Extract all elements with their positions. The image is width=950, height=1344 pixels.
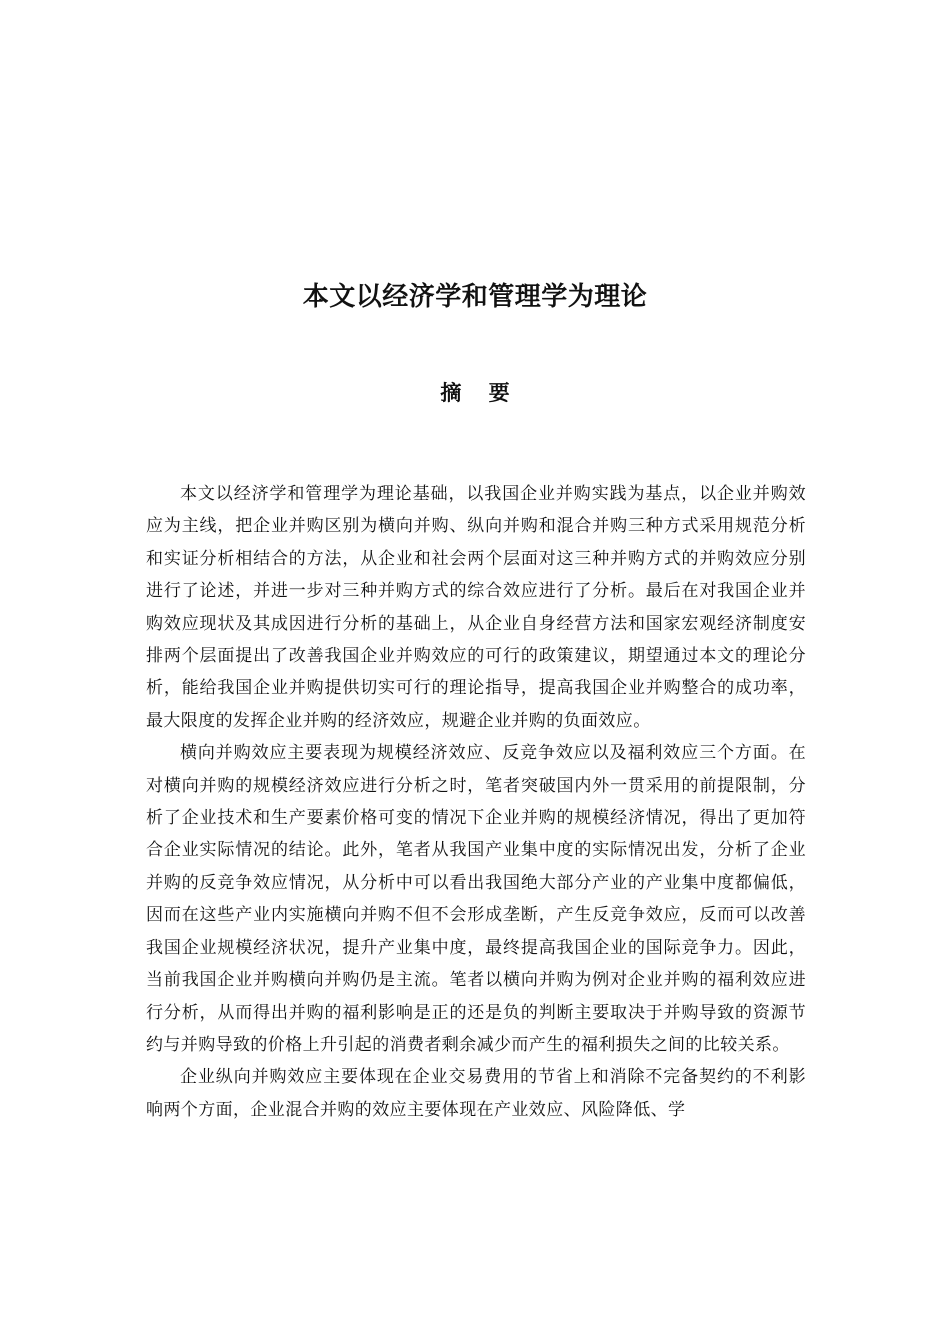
abstract-paragraph-2: 横向并购效应主要表现为规模经济效应、反竞争效应以及福利效应三个方面。在对横向并购的规模经济效应进行分析之时，笔者突破国内外一贯采用的前提限制，分析了企业技术和生产要素价格可变的情况下企业并购的规模经济情况，得出了更加符合企业实际情况的结论。此外，笔者从我国产业集中度的实际情况出发，分析了企业并购的反竞争效应情况，从分析中可以看出我国绝大部分产业的产业集中度都偏低，因而在这些产业内实施横向并购不但不会形成垄断，产生反竞争效应，反而可以改善我国企业规模经济状况，提升产业集中度，最终提高我国企业的国际竞争力。因此，当前我国企业并购横向并购仍是主流。笔者以横向并购为例对企业并购的福利效应进行分析，从而得出并购的福利影响是正的还是负的判断主要取决于并购导致的资源节约与并购导致的价格上升引起的消费者剩余减少而产生的福利损失之间的比较关系。 bbox=[146, 743, 806, 1055]
document-title: 本文以经济学和管理学为理论 bbox=[302, 282, 648, 312]
abstract-body bbox=[146, 478, 806, 1126]
abstract-heading: 摘 要 bbox=[440, 381, 520, 405]
abstract-paragraph-1: 本文以经济学和管理学为理论基础，以我国企业并购实践为基点，以企业并购效应为主线，把企业并购区别为横向并购、纵向并购和混合并购三种方式采用规范分析和实证分析相结合的方法，从企业和社会两个层面对这三种并购方式的并购效应分别进行了论述，并进一步对三种并购方式的综合效应进行了分析。最后在对我国企业并购效应现状及其成因进行分析的基础上，从企业自身经营方法和国家宏观经济制度安排两个层面提出了改善我国企业并购效应的可行的政策建议，期望通过本文的理论分析，能给我国企业并购提供切实可行的理论指导，提高我国企业并购整合的成功率，最大限度的发挥企业并购的经济效应，规避企业并购的负面效应。 bbox=[146, 484, 806, 731]
abstract-paragraph-3: 企业纵向并购效应主要体现在企业交易费用的节省上和消除不完备契约的不利影响两个方面，企业混合并购的效应主要体现在产业效应、风险降低、学 bbox=[146, 1067, 806, 1120]
